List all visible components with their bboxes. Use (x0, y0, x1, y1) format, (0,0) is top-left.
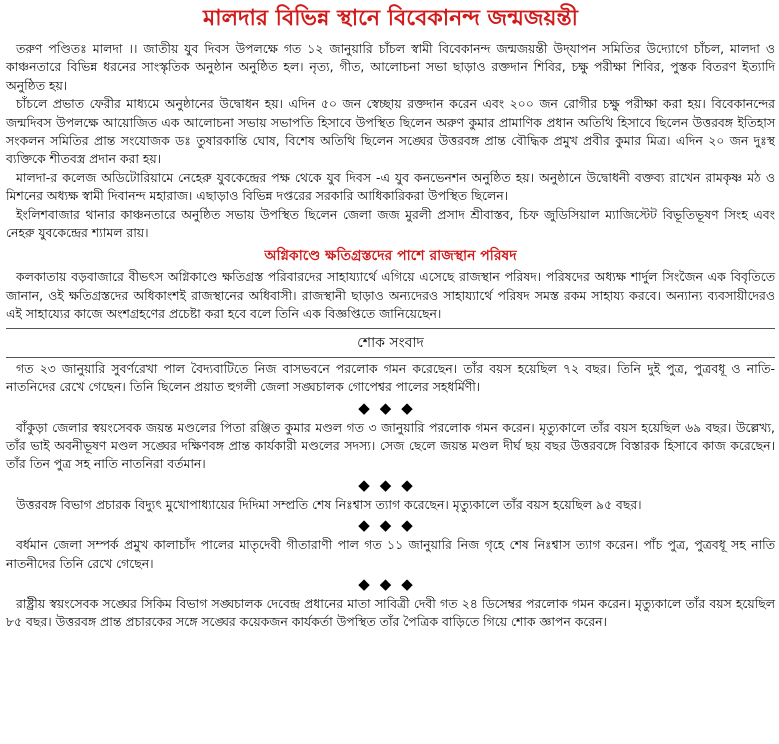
article1-paragraph: তরুণ পণ্ডিতঃ মালদা ।। জাতীয় যুব দিবস উপলক্ষে গত ১২ জানুয়ারি চাঁচল স্বামী বিবেকানন্দ জন্মজয়ন্তী উদ্‌যাপন সমিতির উদ্যোগে চাঁচল, মালদা ও কাঞ্চনতারে বিভিন্ন ধরনের সাংস্কৃতিক অনুষ্ঠান অনুষ্ঠিত হল। নৃত্য, গীত, আলোচনা সভা ছাড়াও রক্তদান শিবির, চক্ষু পরীক্ষা শিবির, পুস্তক বিতরণ ইত্যাদি অনুষ্ঠিত হয়। (6, 41, 775, 93)
diamond-separator-icon: ◆◆◆ (358, 475, 423, 494)
article2-title: অগ্নিকাণ্ডে ক্ষতিগ্রস্তদের পাশে রাজস্থান পরিষদ (264, 248, 517, 265)
obituary-item: বাঁকুড়া জেলার স্বয়ংসেবক জয়ন্ত মণ্ডলের পিতা রঞ্জিত কুমার মণ্ডল গত ৩ জানুয়ারি পরলোক গমন করেন। মৃত্যুকালে তাঁর বয়স হয়েছিল ৬৯ বছর। উল্লেখ্য, তাঁর ভাই অবনীভূষণ মণ্ডল সঙ্ঘের দক্ষিণবঙ্গ প্রান্ত কার্যকারী মণ্ডলের সদস্য। সেজ ছেলে জয়ন্ত মণ্ডল দীর্ঘ ছয় বছর উত্তরবঙ্গে বিস্তারক হিসাবে কাজ করেছেন। তাঁর তিন পুত্র সহ নাতি নাতনিরা বর্তমান। (6, 419, 775, 472)
article1-paragraph: মালদা-র কলেজ অডিটোরিয়ামে নেহেরু যুবকেন্দ্রের পক্ষ থেকে যুব দিবস -এ যুব কনভেনশন অনুষ্ঠিত হয়। অনুষ্ঠানে উদ্বোধনী বক্তব্য রাখেন রামকৃষ্ণ মঠ ও মিশনের অধ্যক্ষ স্বামী দিবানন্দ মহারাজ। এছাড়াও বিভিন্ন দপ্তরের সরকারি আধিকারিকরা উপস্থিত ছিলেন। (6, 169, 775, 204)
diamond-separator-icon: ◆◆◆ (358, 516, 423, 535)
obituary-item: উত্তরবঙ্গ বিভাগ প্রচারক বিদ্যুৎ মুখোপাধ্যায়ের দিদিমা সম্প্রতি শেষ নিঃশ্বাস ত্যাগ করেছেন। মৃত্যুকালে তাঁর বয়স হয়েছিল ৯৫ বছর। (16, 496, 642, 512)
obituary-item: বর্ধমান জেলা সম্পর্ক প্রমুখ কালাচাঁদ পালের মাতৃদেবী গীতারাণী পাল গত ১১ জানুয়ারি নিজ গৃহে শেষ নিঃশ্বাস ত্যাগ করেন। পাঁচ পুত্র, পুত্রবধূ সহ নাতি নাতনীদের তিনি রেখে গেছেন। (6, 537, 775, 571)
diamond-separator-icon: ◆◆◆ (358, 574, 423, 593)
divider (6, 328, 775, 329)
diamond-separator-icon: ◆◆◆ (358, 398, 423, 417)
article1-paragraph: চাঁচলে প্রভাত ফেরীর মাধ্যমে অনুষ্ঠানের উদ্বোধন হয়। এদিন ৫০ জন স্বেচ্ছায় রক্তদান করেন এবং ২০০ জন রোগীর চক্ষু পরীক্ষা করা হয়। বিবেকানন্দের জন্মদিবস উপলক্ষে আয়োজিত এক আলোচনা সভায় সভাপতি হিসাবে উপস্থিত ছিলেন অরুণ কুমার প্রামাণিক প্রধান অতিথি হিসাবে ছিলেন উত্তরবঙ্গ ইতিহাস সংকলন সমিতির প্রান্ত সংযোজক ডঃ তুষারকান্তি ঘোষ, বিশেষ অতিথি ছিলেন সঙ্ঘের উত্তরবঙ্গ প্রান্ত বৌদ্ধিক প্রমুখ প্রবীর কুমার মিত্র। এদিন ২০ জন দুঃস্থ ব্যক্তিকে শীতবস্ত্র প্রদান করা হয়। (6, 96, 775, 167)
obituary-item: গত ২৩ জানুয়ারি সুবর্ণরেখা পাল বৈদ্যবাটিতে নিজ বাসভবনে পরলোক গমন করেছেন। তাঁর বয়স হয়েছিল ৭২ বছর। তিনি দুই পুত্র, পুত্রবধূ ও নাতি-নাতনিদের রেখে গেছেন। তিনি ছিলেন প্রয়াত হুগলী জেলা সঙ্ঘচালক গোপেশ্বর পালের সহধর্মিণী। (6, 360, 775, 395)
page-title: মালদার বিভিন্ন স্থানে বিবেকানন্দ জন্মজয়ন্তী (203, 6, 578, 31)
article1-paragraph: ইংলিশবাজার থানার কাঞ্চনতারে অনুষ্ঠিত সভায় উপস্থিত ছিলেন জেলা জজ মুরলী প্রসাদ শ্রীবাস্তব, চিফ জুডিসিয়াল ম্যাজিস্টেট বিভূতিভূষণ সিংহ এবং নেহরু যুবকেন্দ্রের শ্যামল রায়। (6, 206, 775, 241)
article2-paragraph: কলকাতায় বড়বাজারে বীভৎস অগ্নিকাণ্ডে ক্ষতিগ্রস্ত পরিবারদের সাহায্যার্থে এগিয়ে এসেছে রাজস্থান পরিষদ। পরিষদের অধ্যক্ষ শার্দুল সিংজৈন এক বিবৃতিতে জানান, ওই ক্ষতিগ্রস্তদের অধিকাংশই রাজস্থানের অধিবাসী। রাজস্থানী ছাড়াও অন্যদেরও সাহায্যার্থে পরিষদ সমস্ত রকম সাহায্য করবে। অন্যান্য ব্যবসায়ীদেরও এই সাহায্যের কাজে অংশগ্রহণের প্রচেষ্টা করা হবে বলে তিনি এক বিজ্ঞপ্তিতে জানিয়েছেন। (6, 269, 775, 322)
obituary-item: রাষ্ট্রীয় স্বয়ংসেবক সঙ্ঘের সিকিম বিভাগ সঙ্ঘচালক দেবেন্দ্র প্রধানের মাতা সাবিত্রী দেবী গত ২৪ ডিসেম্বর পরলোক গমন করেন। মৃত্যুকালে তাঁর বয়স হয়েছিল ৮৫ বছর। উত্তরবঙ্গ প্রান্ত প্রচারকের সঙ্গে সঙ্ঘের কয়েকজন কার্যকর্তা উপস্থিত তাঁর পৈত্রিক বাড়িতে গিয়ে শোক জ্ঞাপন করেন। (6, 595, 775, 630)
obituary-title: শোক সংবাদ (357, 334, 424, 351)
divider (6, 357, 775, 358)
